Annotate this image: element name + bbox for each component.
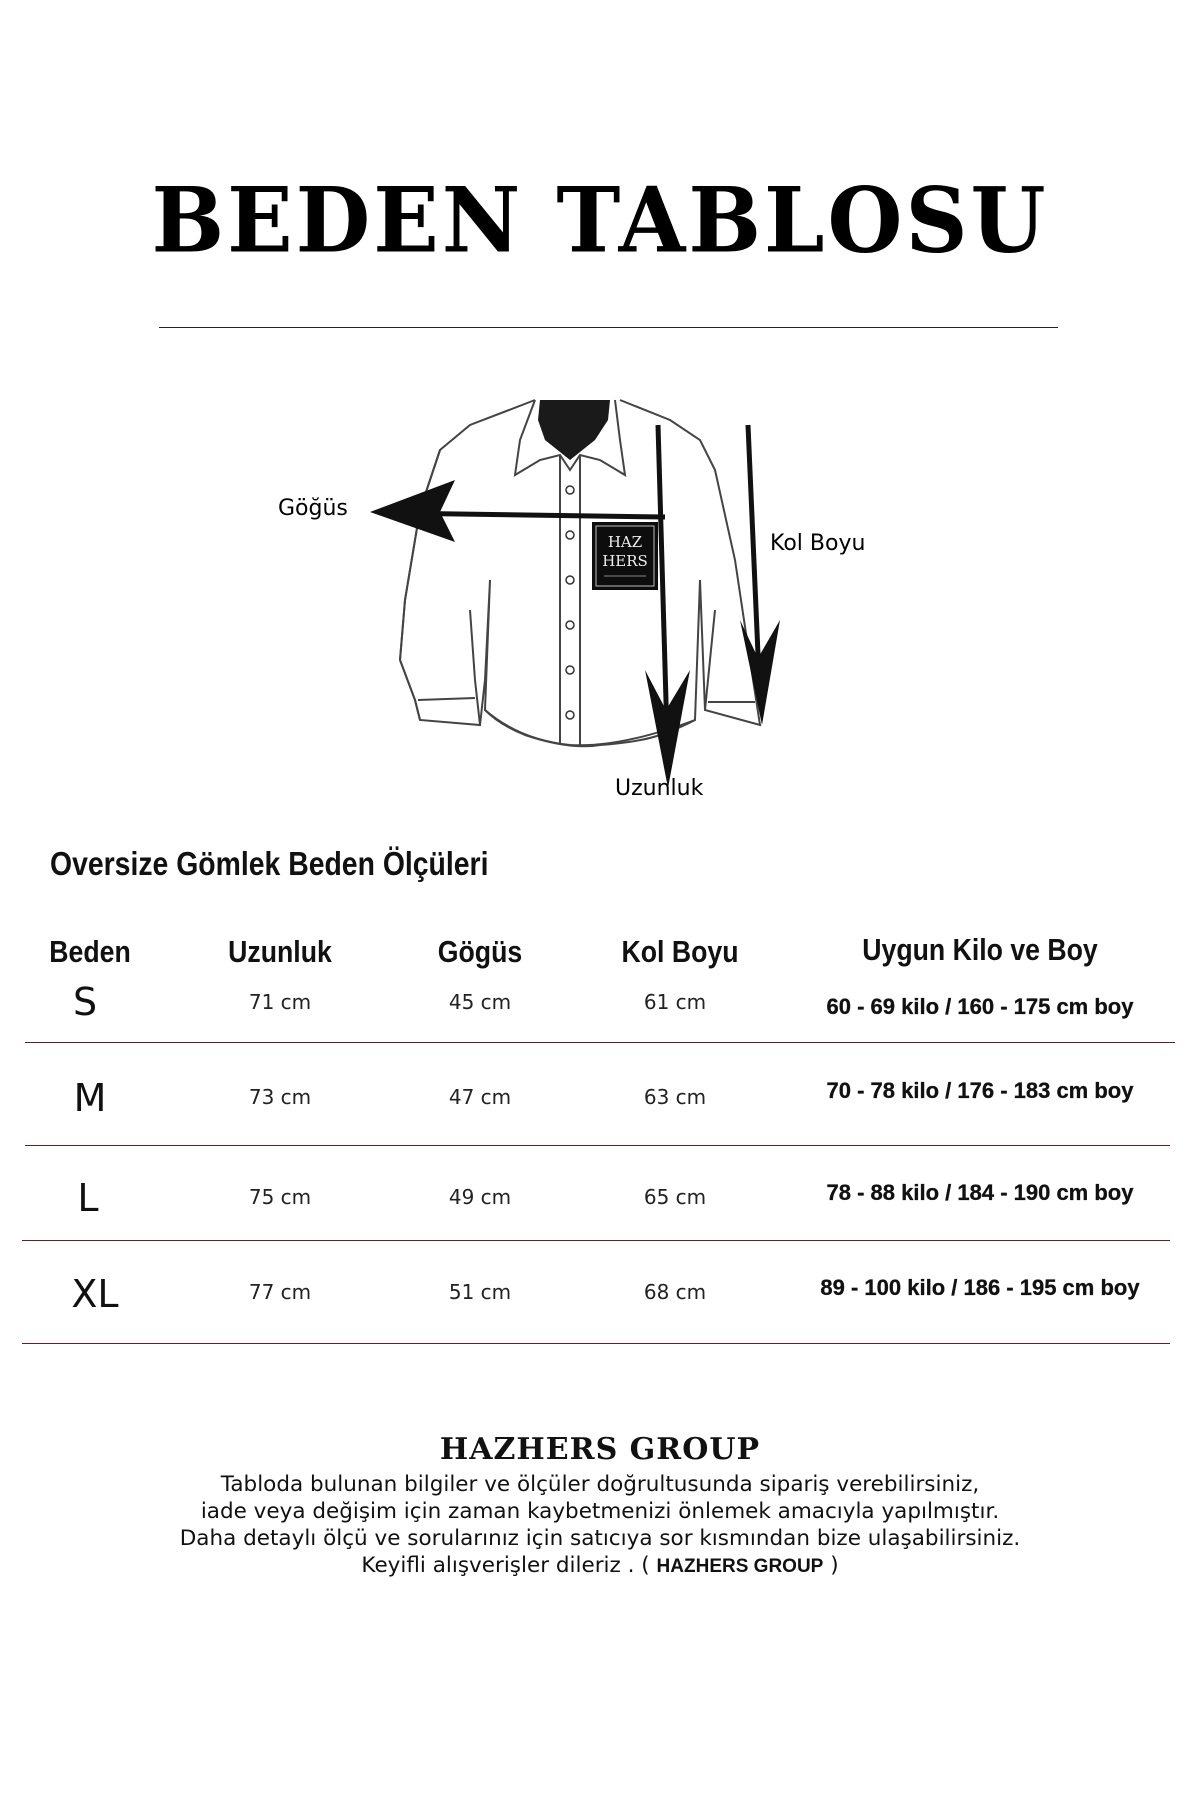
row-size: L: [77, 1176, 99, 1220]
label-chest: Göğüs: [278, 496, 348, 521]
footer-line-4-end: ): [830, 1553, 839, 1578]
row-chest: 51 cm: [448, 1280, 512, 1304]
row-sleeve: 63 cm: [643, 1085, 707, 1109]
shirt-buttons: [566, 486, 574, 719]
page-title: BEDEN TABLOSU: [151, 167, 1049, 274]
table-subtitle: Oversize Gömlek Beden Ölçüleri: [50, 845, 489, 882]
header-fit: Uygun Kilo ve Boy: [862, 932, 1098, 967]
row-chest: 45 cm: [448, 990, 512, 1014]
row-length: 75 cm: [248, 1185, 312, 1209]
row-divider: [25, 1042, 1175, 1043]
row-fit: 78 - 88 kilo / 184 - 190 cm boy: [826, 1180, 1134, 1205]
label-sleeve: Kol Boyu: [770, 531, 866, 556]
row-divider: [25, 1145, 1170, 1146]
row-sleeve: 61 cm: [643, 990, 707, 1014]
footer-line-4: [0, 1553, 1200, 1578]
shirt-measurement-diagram: [0, 380, 1200, 820]
brand-tag: [592, 522, 658, 590]
header-chest: Gögüs: [437, 934, 523, 969]
row-size: XL: [71, 1272, 119, 1316]
row-size: M: [73, 1076, 107, 1120]
row-length: 71 cm: [248, 990, 312, 1014]
sleeve-arrow: [740, 425, 780, 725]
row-sleeve: 65 cm: [643, 1185, 707, 1209]
title-divider: [159, 327, 1058, 328]
header-sleeve: Kol Boyu: [621, 934, 739, 969]
row-chest: 49 cm: [448, 1185, 512, 1209]
row-size: S: [72, 980, 98, 1024]
brand-name: HAZHERS GROUP: [439, 1432, 761, 1467]
footer-line-4-text: Keyifli alışverişler dileriz . (: [361, 1553, 650, 1578]
row-chest: 47 cm: [448, 1085, 512, 1109]
row-length: 77 cm: [248, 1280, 312, 1304]
row-divider: [22, 1240, 1170, 1241]
tag-line-2: HERS: [602, 552, 648, 570]
row-fit: 70 - 78 kilo / 176 - 183 cm boy: [826, 1078, 1134, 1103]
collar-inner: [538, 400, 610, 460]
header-length: Uzunluk: [228, 934, 332, 969]
footer-line-1: Tabloda bulunan bilgiler ve ölçüler doğrultusunda sipariş verebilirsiniz,: [220, 1472, 980, 1497]
footer-line-2: iade veya değişim için zaman kaybetmenizi önlemek amacıyla yapılmıştır.: [200, 1499, 1000, 1524]
label-length: Uzunluk: [615, 776, 704, 801]
header-size: Beden: [49, 934, 131, 969]
row-fit: 60 - 69 kilo / 160 - 175 cm boy: [826, 994, 1134, 1019]
footer-line-4-brand: HAZHERS GROUP: [656, 1556, 824, 1577]
tag-line-1: HAZ: [607, 533, 643, 551]
row-sleeve: 68 cm: [643, 1280, 707, 1304]
row-fit: 89 - 100 kilo / 186 - 195 cm boy: [820, 1275, 1140, 1300]
row-length: 73 cm: [248, 1085, 312, 1109]
footer-line-3: Daha detaylı ölçü ve sorularınız için satıcıya sor kısmından bize ulaşabilirsiniz.: [179, 1526, 1021, 1551]
row-divider: [22, 1343, 1170, 1344]
